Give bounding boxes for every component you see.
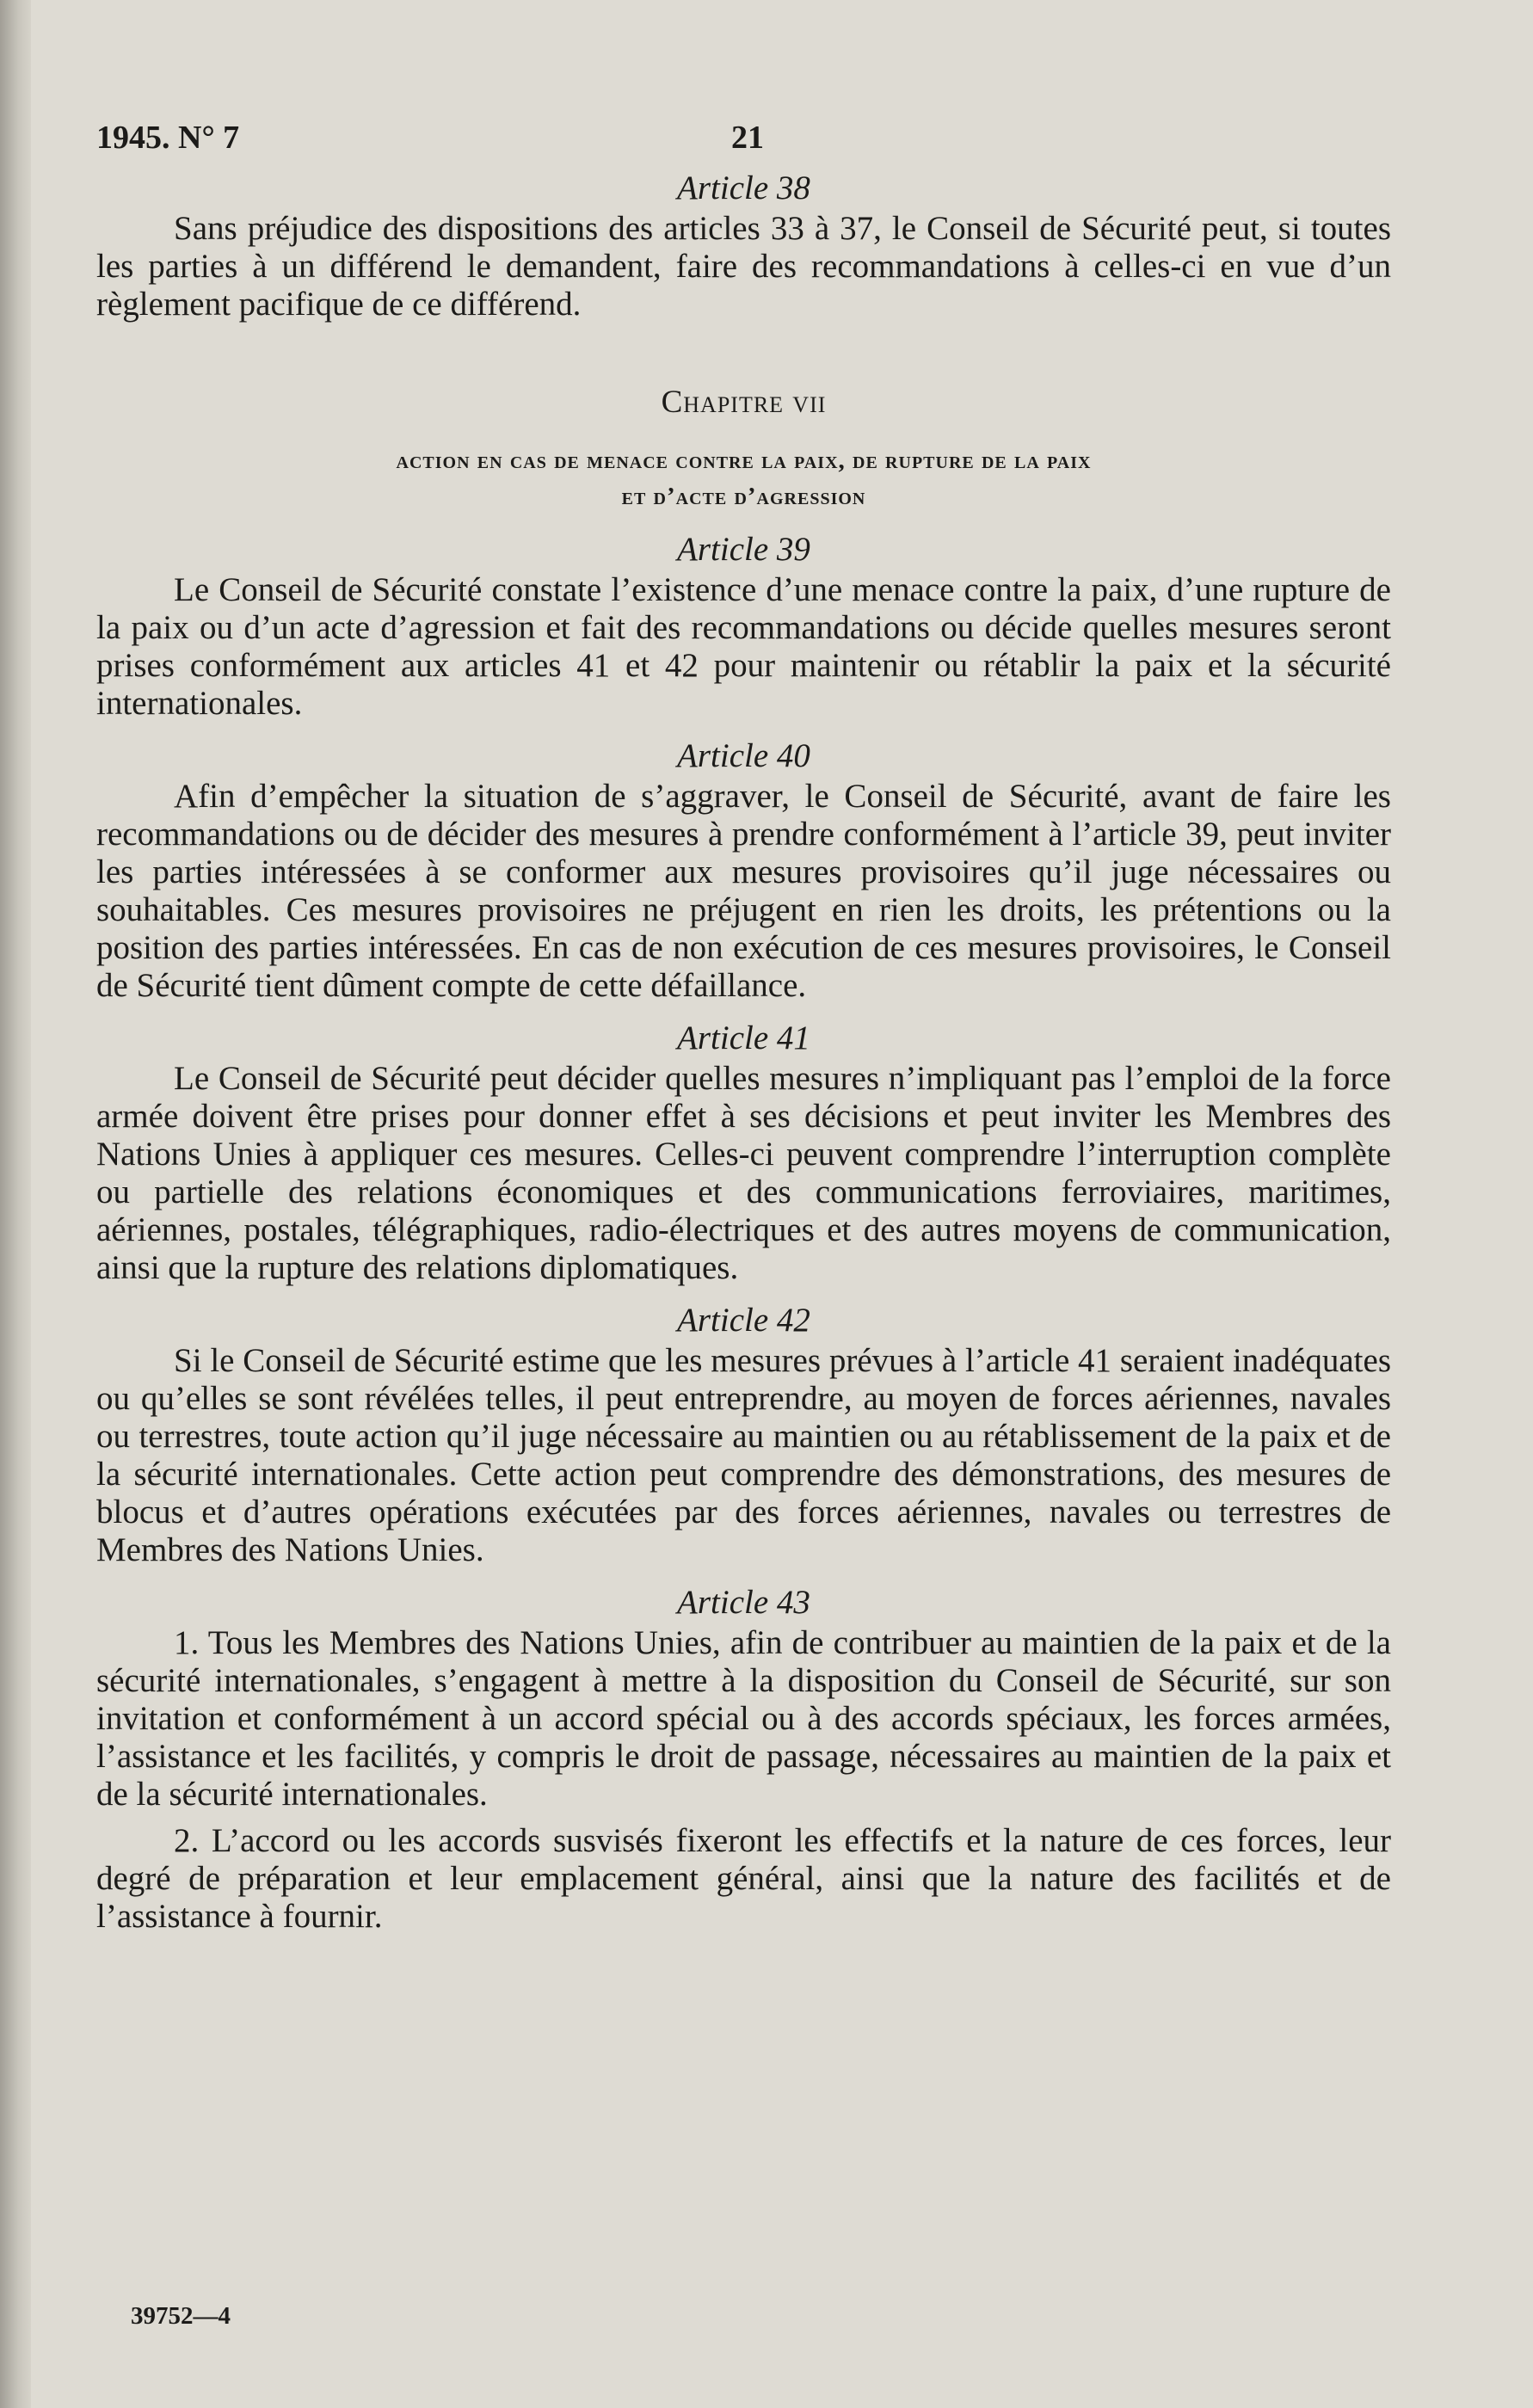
spacer [96,723,1391,735]
article-41-text: Le Conseil de Sécurité peut décider quelles mesures n’impliquant pas l’emploi de la force armée doivent être prises pour donner effet à ses décisions et peut inviter les Membres des Nations Unies à appliquer ces mesures. Celles-ci peuvent comprendre l’interruption complète ou partielle des relations économiques et des communications ferroviaires, maritimes, aériennes, postales, télégraphiques, radio-électriques et des autres moyens de communication, ainsi que la rupture des relations diplomatiques. [96,1060,1391,1286]
spacer [96,1005,1391,1017]
article-43-paragraph-1: 1. Tous les Membres des Nations Unies, afin de contribuer au maintien de la paix et de la sécurité internationales, s’engagent à mettre à la disposition du Conseil de Sécurité, sur son invitation et conformément à un accord spécial ou à des accords spéciaux, les forces armées, l’assistance et les facilités, y compris le droit de passage, nécessaires au maintien de la paix et de la sécurité internationales. [96,1624,1391,1813]
spacer [96,1287,1391,1299]
article-38-text: Sans préjudice des dispositions des articles 33 à 37, le Conseil de Sécurité peut, si toutes les parties à un différend le demandent, faire des recommandations à celles-ci en vue d’un règlement pacifique de ce différend. [96,210,1391,323]
chapter-subtitle-line-2: et d’acte d’agression [621,483,866,510]
article-41-heading: Article 41 [677,1019,810,1056]
spacer [96,514,1391,528]
page-number: 21 [731,120,764,156]
page-content [96,119,1391,1936]
article-40-text: Afin d’empêcher la situation de s’aggraver, le Conseil de Sécurité, avant de faire les recommandations ou de décider des mesures à prendre conformément à l’article 39, peut inviter les parties intéressées à se conformer aux mesures provisoires qu’il juge nécessaires ou souhaitables. Ces mesures provisoires ne préjugent en rien les droits, les prétentions ou la position des parties intéressées. En cas de non exécution de ces mesures provisoires, le Conseil de Sécurité tient dûment compte de cette défaillance. [96,778,1391,1004]
article-42-heading: Article 42 [677,1302,810,1339]
article-38-heading: Article 38 [677,169,810,206]
page-header [96,119,1391,170]
chapter-title: Chapitre vii [661,385,827,420]
binding-shadow [0,0,31,2408]
article-39-heading: Article 39 [677,531,810,568]
article-43-heading: Article 43 [677,1584,810,1621]
article-42-text: Si le Conseil de Sécurité estime que les mesures prévues à l’article 41 seraient inadéquates ou qu’elles se sont révélées telles, il peut entreprendre, au moyen de forces aériennes, navales ou terrestres, toute action qu’il juge nécessaire au maintien ou au rétablissement de la paix et de la sécurité internationales. Cette action peut comprendre des démonstrations, des mesures de blocus et d’autres opérations exécutées par des forces aériennes, navales ou terrestres de Membres des Nations Unies. [96,1342,1391,1568]
spacer [96,422,1391,442]
spacer [96,323,1391,384]
print-code: 39752—4 [131,2302,231,2330]
chapter-subtitle-line-1: action en cas de menace contre la paix, de rupture de la paix [396,446,1092,474]
article-43-paragraph-2: 2. L’accord ou les accords susvisés fixeront les effectifs et la nature de ces forces, leur degré de préparation et leur emplacement général, ainsi que la nature des facilités et de l’assistance à fournir. [96,1822,1391,1935]
spacer [96,1814,1391,1822]
document-reference: 1945. N° 7 [96,120,240,156]
article-39-text: Le Conseil de Sécurité constate l’existence d’une menace contre la paix, d’une rupture de la paix ou d’un acte d’agression et fait des recommandations ou décide quelles mesures seront prises conformément aux articles 41 et 42 pour maintenir ou rétablir la paix et la sécurité internationales. [96,571,1391,722]
spacer [96,1569,1391,1581]
article-40-heading: Article 40 [677,737,810,774]
